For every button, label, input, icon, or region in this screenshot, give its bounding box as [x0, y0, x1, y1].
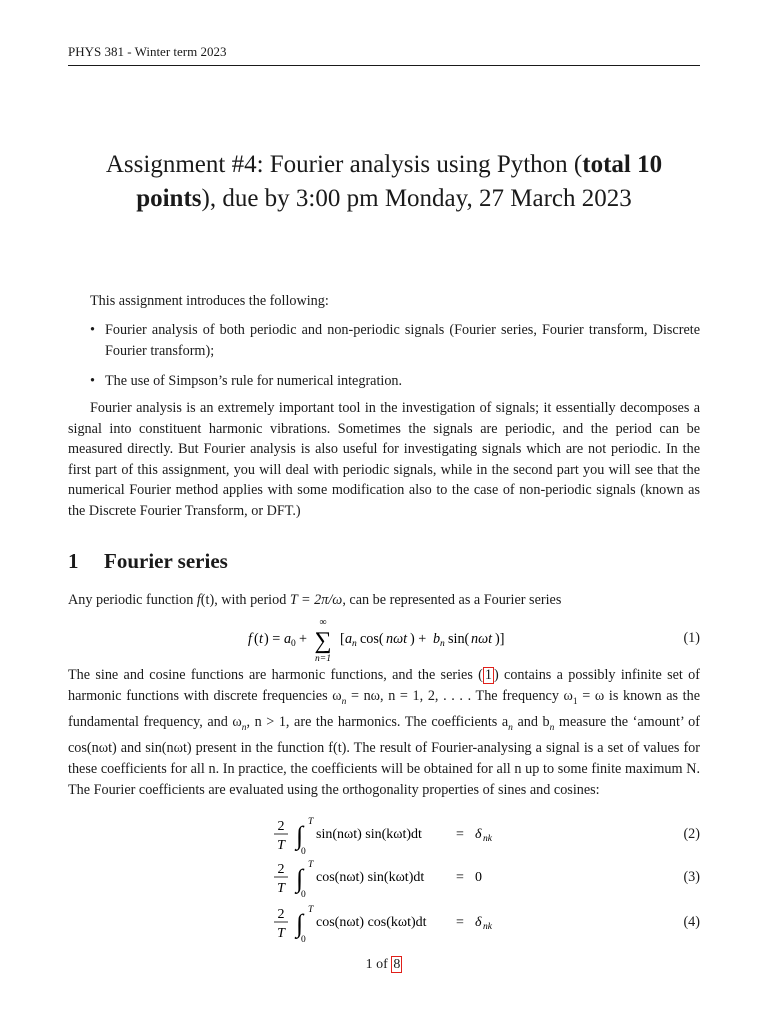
integral-upper: T	[308, 905, 314, 915]
equals-sign: =	[456, 827, 464, 842]
integral-upper: T	[308, 860, 314, 870]
title-bold: total 10 points	[136, 151, 663, 212]
intro-lead: This assignment introduces the following:	[90, 293, 329, 309]
total-pages-link[interactable]	[391, 956, 402, 973]
svg-text:)]: )]	[495, 631, 505, 647]
integrand: sin(nωt) sin(kωt)dt	[316, 827, 422, 842]
svg-text:∫: ∫	[296, 864, 304, 893]
lead-after: , can be represented as a Fourier series	[342, 592, 562, 608]
equation-2	[274, 817, 493, 857]
lead-text: Any periodic function	[68, 592, 197, 608]
svg-text:nωt: nωt	[386, 631, 408, 647]
svg-text:[: [	[340, 631, 345, 647]
equals-sign: =	[456, 915, 464, 930]
math-f: f	[196, 592, 201, 608]
svg-text:n: n	[440, 639, 445, 649]
fraction-numerator: 2	[277, 819, 285, 834]
rhs: 0	[475, 870, 482, 885]
equation-3-number: (3)	[683, 869, 700, 885]
equals-sign: =	[456, 870, 464, 885]
header-rule	[68, 65, 700, 66]
list-item	[90, 371, 700, 392]
harmonics-paragraph: The sine and cosine functions are harmonic functions, and the series ( 1 ) contains a possibly infinite set of harmonic functions with discrete frequencies $\omega_n = n\omega$, n = 1, 2, . . . . The frequency $\omega_1 = \omega$ is known as the fundamental frequency, and $\omega_n$, n > 1, are the harmonics. The coefficients $a_n$ and $b_n$ measure the ‘amount’ of cos(nωt) and sin(nωt) present in the function f(t). The result of Fourier-analysing a signal is a set of values for these coefficients for all n. In practice, the coefficients will be obtained for all n up to some finite maximum N. The Fourier coefficients are evaluated using the orthogonality properties of sines and cosines:	[68, 667, 700, 798]
para-text: and b	[512, 714, 550, 731]
section-number: 1	[68, 549, 79, 573]
svg-text:∫: ∫	[296, 821, 304, 850]
equation-4-number: (4)	[683, 914, 700, 930]
svg-text:(: (	[254, 631, 259, 647]
section-heading	[68, 549, 228, 574]
equation-1-number: (1)	[683, 630, 700, 646]
svg-text:∫: ∫	[296, 909, 304, 938]
total-pages: 8	[393, 957, 401, 972]
rhs-subscript: nk	[483, 922, 492, 932]
title-part2: ), due by 3:00 pm Monday, 27 March 2023	[201, 185, 632, 212]
svg-text:t: t	[259, 631, 263, 647]
svg-text:a: a	[284, 631, 292, 647]
para-text: The sine and cosine functions are harmonic functions, and the series	[68, 667, 479, 683]
svg-text:n: n	[352, 639, 357, 649]
svg-text:∑: ∑	[314, 628, 332, 654]
equation-1	[240, 612, 540, 664]
svg-text:b: b	[433, 631, 441, 647]
fraction-numerator: 2	[277, 907, 285, 922]
sum-lower: n=1	[315, 654, 331, 664]
svg-text:nωt: nωt	[471, 631, 493, 647]
equation-3	[274, 860, 482, 900]
math-t: (t)	[200, 592, 215, 608]
svg-text:0: 0	[291, 639, 296, 649]
para-text: = nω, n = 1, 2, . . . . The frequency ω	[346, 687, 573, 704]
rhs-subscript: nk	[483, 834, 492, 844]
svg-text:) +: ) +	[410, 631, 427, 647]
equation-2-number: (2)	[683, 826, 700, 842]
integrand: cos(nωt) sin(kωt)dt	[316, 870, 425, 885]
fraction-numerator: 2	[277, 862, 285, 877]
bullet-icon: •	[90, 322, 95, 338]
equation-ref-link[interactable]	[483, 667, 494, 684]
rhs: δ	[475, 827, 482, 842]
math-period: T = 2π/ω	[289, 592, 343, 608]
para-text: measure the ‘amount’ of cos(nωt) and sin(nωt) present in the function f(t). The result of Fourier-analysing a signal is a set of values for these coefficients for all n. In practice, the coefficients will be obtained for all n up to some finite maximum N. The Fourier coefficients are evaluated using the orthogonality properties of sines and cosines:	[68, 714, 700, 798]
orthogonality-equations	[268, 810, 568, 950]
intro-bullet-list	[90, 320, 700, 402]
lead-mid: , with period	[214, 592, 290, 608]
para-text: , n > 1, are the harmonics. The coefficients a	[246, 714, 509, 731]
list-item	[90, 320, 700, 361]
fraction-denominator: T	[277, 926, 285, 941]
sum-upper: ∞	[319, 617, 327, 628]
svg-text:cos(: cos(	[360, 631, 384, 647]
section-title-text: Fourier series	[104, 549, 228, 573]
svg-text:) =: ) =	[264, 631, 281, 647]
equation-ref-label: 1	[484, 667, 492, 683]
para-text: = ω is known as the fundamental frequency, and ω	[68, 687, 700, 731]
title-part1: Assignment #4: Fourier analysis using Python (	[105, 151, 583, 178]
bullet-text: The use of Simpson’s rule for numerical integration.	[105, 373, 403, 390]
bullet-text: Fourier analysis of both periodic and non-periodic signals (Fourier series, Fourier transform, Discrete Fourier transform);	[105, 322, 700, 359]
equation-4	[274, 905, 493, 945]
svg-text:f: f	[248, 631, 252, 647]
svg-text:a: a	[345, 631, 353, 647]
svg-text:+: +	[299, 631, 308, 647]
intro-paragraph: Fourier analysis is an extremely important tool in the investigation of signals; it essentially decomposes a signal into constituent harmonic vibrations. Sometimes the signals are periodic, and the period can be measured directly. But Fourier analysis is also useful for investigating signals which are not periodic. In the first part of this assignment, you will deal with periodic signals, while in the second part you will see that the numerical Fourier method applies with some modification also to the case of non-periodic signals (known as the Discrete Fourier Transform, or DFT.)	[68, 400, 700, 519]
integral-upper: T	[308, 817, 314, 827]
fraction-denominator: T	[277, 838, 285, 853]
para-text: contains a possibly infinite set of harmonic functions with discrete frequencies ω	[68, 667, 700, 704]
integral-lower: 0	[301, 890, 306, 900]
rhs: δ	[475, 915, 482, 930]
integral-lower: 0	[301, 847, 306, 857]
running-header: PHYS 381 - Winter term 2023	[68, 44, 227, 59]
svg-text:sin(: sin(	[448, 631, 470, 647]
fraction-denominator: T	[277, 881, 285, 896]
bullet-icon: •	[90, 373, 95, 390]
section-lead-paragraph	[68, 590, 700, 611]
integrand: cos(nωt) cos(kωt)dt	[316, 915, 427, 930]
assignment-title	[68, 148, 700, 216]
integral-lower: 0	[301, 935, 306, 945]
page-footer	[0, 956, 768, 973]
page-number-prefix: 1 of	[365, 957, 392, 972]
